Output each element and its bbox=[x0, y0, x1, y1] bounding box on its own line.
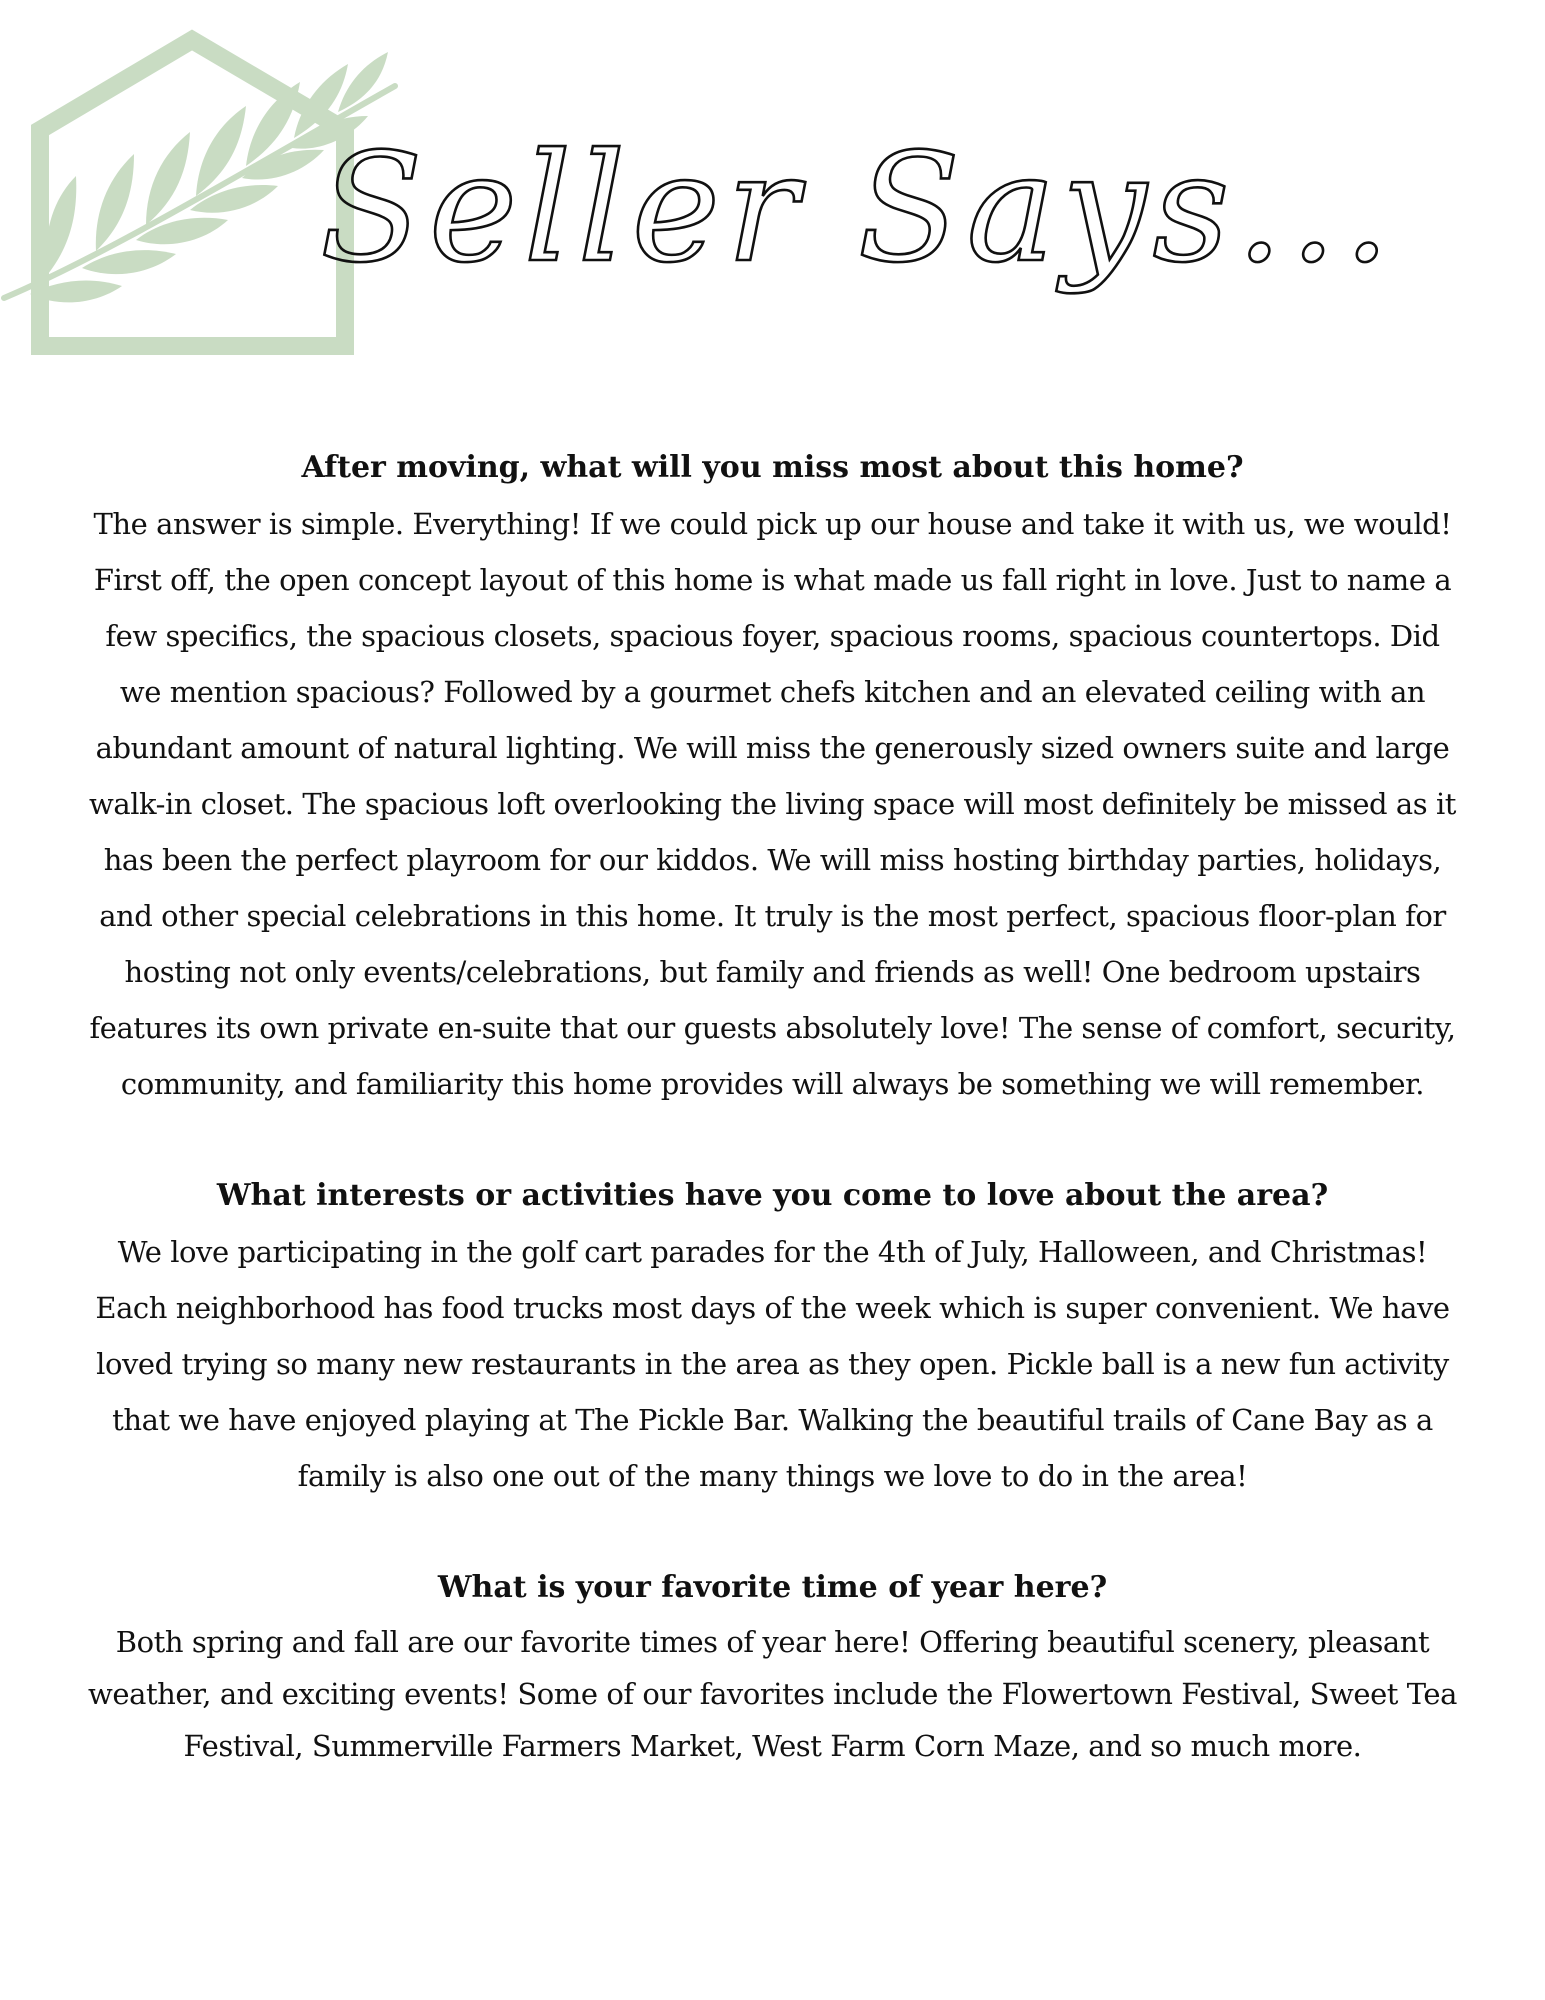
question-heading: After moving, what will you miss most about this home? bbox=[301, 450, 1244, 485]
answer-text: We love participating in the golf cart parades for the 4th of July, Halloween, and Christmas! Each neighborhood has food trucks most days of the week which is super convenient. We have loved trying so many new restaurants in the area as they open. Pickle ball is a new fun activity that we have enjoyed playing at The Pickle Bar. Walking the beautiful trails of Cane Bay as a family is also one out of the many things we love to do in the area! bbox=[95, 1235, 1450, 1493]
qa-section-miss-home bbox=[85, 440, 1460, 1112]
question-heading: What interests or activities have you come to love about the area? bbox=[216, 1178, 1329, 1213]
page-title bbox=[310, 90, 1397, 380]
answer-text: The answer is simple. Everything! If we could pick up our house and take it with us, we would! First off, the open concept layout of this home is what made us fall right in love. Just to name a few specifics, the spacious closets, spacious foyer, spacious rooms, spacious countertops. Did we mention spacious? Followed by a gourmet chefs kitchen and an elevated ceiling with an abundant amount of natural lighting. We will miss the generously sized owners suite and large walk-in closet. The spacious loft overlooking the living space will most definitely be missed as it has been the perfect playroom for our kiddos. We will miss hosting birthday parties, holidays, and other special celebrations in this home. It truly is the most perfect, spacious floor-plan for hosting not only events/celebrations, but family and friends as well! One bedroom upstairs features its own private en-suite that our guests absolutely love! The sense of comfort, security, community, and familiarity this home provides will always be something we will remember. bbox=[88, 507, 1457, 1101]
page-title-text: Seller Says... bbox=[320, 122, 1397, 296]
interview-content bbox=[85, 440, 1460, 1772]
qa-section-area-activities bbox=[85, 1168, 1460, 1504]
answer-text: Both spring and fall are our favorite times of year here! Offering beautiful scenery, pleasant weather, and exciting events! Some of our favorites include the Flowertown Festival, Sweet Tea Festival, Summerville Farmers Market, West Farm Corn Maze, and so much more. bbox=[88, 1625, 1457, 1763]
qa-section-favorite-season bbox=[85, 1560, 1460, 1772]
question-heading: What is your favorite time of year here? bbox=[437, 1570, 1108, 1605]
